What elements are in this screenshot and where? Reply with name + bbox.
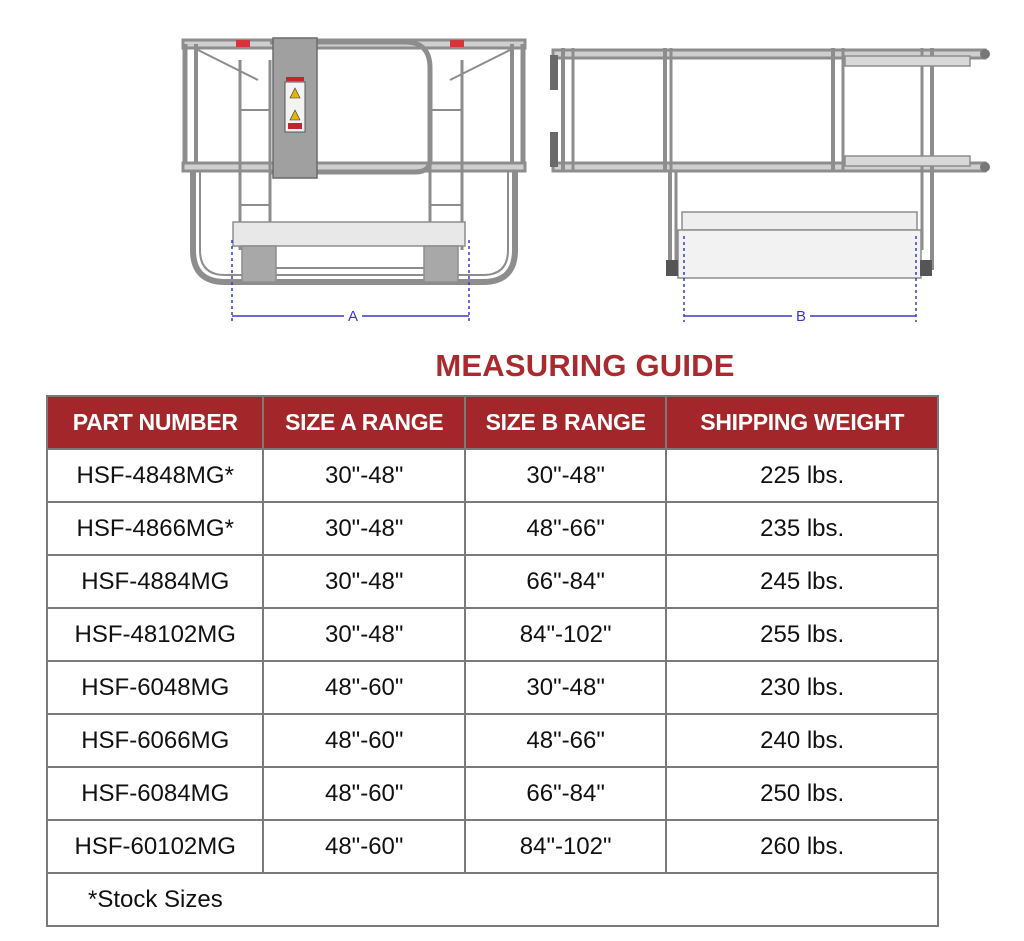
page-title: MEASURING GUIDE — [435, 348, 735, 383]
column-header: SIZE B RANGE — [465, 396, 666, 449]
part-number-cell: HSF-6066MG — [47, 714, 263, 767]
table-row — [47, 820, 938, 873]
size-b-cell: 30"-48" — [465, 661, 666, 714]
hatch-gate-diagram — [0, 0, 1024, 335]
size-a-cell: 30"-48" — [263, 449, 464, 502]
size-b-cell: 84"-102" — [465, 820, 666, 873]
table-row — [47, 767, 938, 820]
weight-cell: 260 lbs. — [666, 820, 938, 873]
size-a-cell: 48"-60" — [263, 661, 464, 714]
table-header-row — [47, 396, 938, 449]
size-b-cell: 66"-84" — [465, 767, 666, 820]
dimension-b-label: B — [795, 308, 807, 325]
side-view — [553, 48, 985, 278]
hinge-icon — [550, 132, 558, 167]
size-a-cell: 30"-48" — [263, 555, 464, 608]
size-b-cell: 66"-84" — [465, 555, 666, 608]
stock-sizes-note: *Stock Sizes — [47, 873, 938, 926]
size-a-cell: 30"-48" — [263, 502, 464, 555]
front-view — [183, 40, 525, 282]
size-b-cell: 84"-102" — [465, 608, 666, 661]
table-row — [47, 661, 938, 714]
table-note-row — [47, 873, 938, 926]
part-number-cell: HSF-4884MG — [47, 555, 263, 608]
part-number-cell: HSF-4866MG* — [47, 502, 263, 555]
weight-cell: 235 lbs. — [666, 502, 938, 555]
table-row — [47, 608, 938, 661]
table-row — [47, 502, 938, 555]
size-a-cell: 48"-60" — [263, 714, 464, 767]
weight-cell: 255 lbs. — [666, 608, 938, 661]
weight-cell: 225 lbs. — [666, 449, 938, 502]
measuring-guide-table — [46, 395, 939, 927]
part-number-cell: HSF-6084MG — [47, 767, 263, 820]
size-b-cell: 48"-66" — [465, 714, 666, 767]
weight-cell: 250 lbs. — [666, 767, 938, 820]
table-row — [47, 555, 938, 608]
weight-cell: 240 lbs. — [666, 714, 938, 767]
part-number-cell: HSF-6048MG — [47, 661, 263, 714]
column-header: PART NUMBER — [47, 396, 263, 449]
reflector-icon — [236, 40, 250, 47]
table-row — [47, 714, 938, 767]
part-number-cell: HSF-60102MG — [47, 820, 263, 873]
column-header: SHIPPING WEIGHT — [666, 396, 938, 449]
size-a-cell: 48"-60" — [263, 767, 464, 820]
part-number-cell: HSF-4848MG* — [47, 449, 263, 502]
hinge-icon — [550, 55, 558, 90]
column-header: SIZE A RANGE — [263, 396, 464, 449]
table-row — [47, 449, 938, 502]
size-b-cell: 48"-66" — [465, 502, 666, 555]
size-a-cell: 30"-48" — [263, 608, 464, 661]
weight-cell: 245 lbs. — [666, 555, 938, 608]
size-a-cell: 48"-60" — [263, 820, 464, 873]
size-b-cell: 30"-48" — [465, 449, 666, 502]
dimension-a-label: A — [347, 308, 359, 325]
reflector-icon — [450, 40, 464, 47]
part-number-cell: HSF-48102MG — [47, 608, 263, 661]
weight-cell: 230 lbs. — [666, 661, 938, 714]
